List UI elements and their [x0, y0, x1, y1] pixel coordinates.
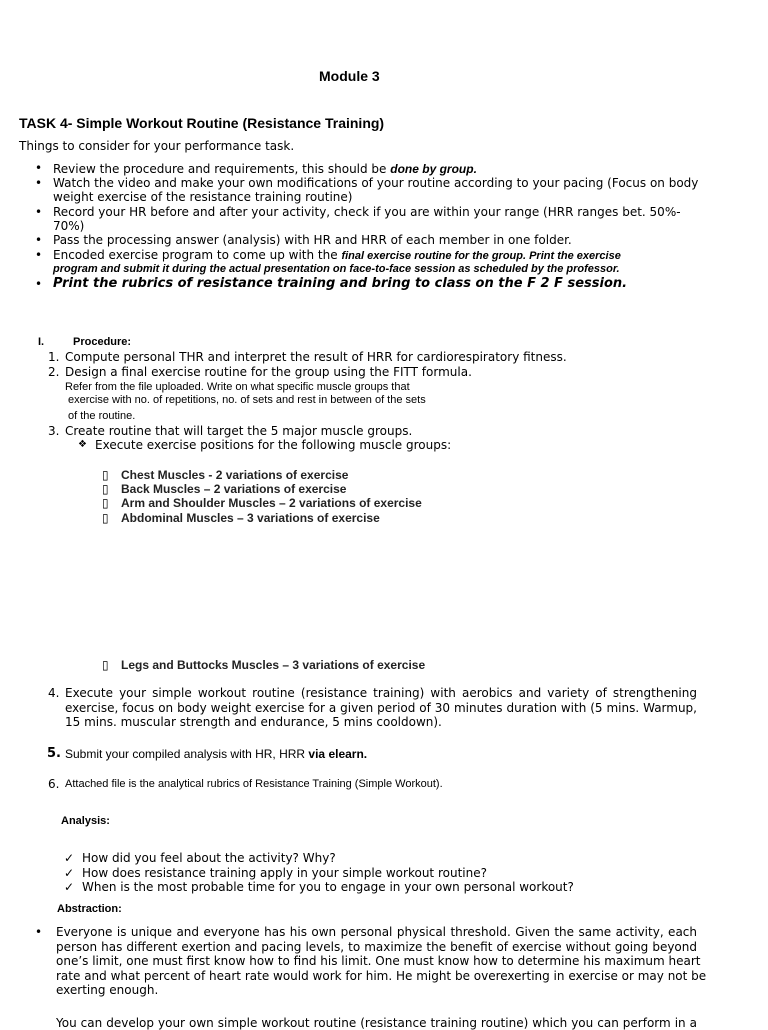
step-2-note-line2: exercise with no. of repetitions, no. of sets and rest in between of the sets — [68, 394, 426, 406]
step-number: 5. — [47, 746, 61, 761]
muscle-group-item: Arm and Shoulder Muscles – 2 variations of exercise — [121, 496, 422, 510]
box-bullet-icon: ▯ — [102, 496, 109, 510]
consideration-5-line2: program and submit it during the actual presentation on face-to-face session as scheduled by the professor. — [53, 263, 620, 275]
analysis-question: How does resistance training apply in your simple workout routine? — [82, 866, 487, 880]
intro-text: Things to consider for your performance task. — [19, 139, 295, 153]
muscle-group-item: Abdominal Muscles – 3 variations of exercise — [121, 511, 380, 525]
check-icon: ✓ — [64, 851, 75, 865]
bullet: • — [35, 233, 43, 247]
consideration-2-line2: weight exercise of the resistance training routine) — [53, 190, 353, 204]
abstraction-para1-line2: person has different exertion and pacing levels, to maximize the benefit of exercise without going beyond — [56, 940, 697, 954]
step-1: Compute personal THR and interpret the result of HRR for cardiorespiratory fitness. — [65, 350, 567, 364]
check-icon: ✓ — [64, 866, 75, 880]
consideration-1 — [53, 162, 477, 176]
step-6: Attached file is the analytical rubrics of Resistance Training (Simple Workout). — [65, 778, 443, 790]
step-2-note-line3: of the routine. — [68, 410, 136, 422]
module-title: Module 3 — [319, 68, 380, 84]
box-bullet-icon: ▯ — [102, 658, 109, 672]
step-5-text: Submit your compiled analysis with HR, HRR — [65, 747, 309, 761]
abstraction-para1-line4: rate and what percent of heart rate would work for him. He might be overexerting in exercise or may not be — [56, 969, 707, 983]
step-number: 6. — [48, 777, 60, 791]
step-3-sub: Execute exercise positions for the following muscle groups: — [95, 438, 452, 452]
consideration-3-line1: Record your HR before and after your activity, check if you are within your range (HRR ranges bet. 50%- — [53, 205, 681, 219]
step-5 — [65, 747, 367, 761]
step-3: Create routine that will target the 5 major muscle groups. — [65, 424, 413, 438]
abstraction-heading: Abstraction: — [57, 903, 122, 915]
muscle-group-item: Legs and Buttocks Muscles – 3 variations of exercise — [121, 658, 426, 672]
step-4-line2: exercise, focus on body weight exercise for a given period of 30 minutes duration with (5 mins. Warmup, — [65, 701, 697, 715]
box-bullet-icon: ▯ — [102, 482, 109, 496]
consideration-1-emphasis: done by group. — [390, 162, 477, 176]
bullet: • — [35, 277, 43, 291]
diamond-bullet-icon: ❖ — [78, 439, 87, 450]
consideration-4: Pass the processing answer (analysis) with HR and HRR of each member in one folder. — [53, 233, 572, 247]
bullet: • — [35, 176, 43, 190]
check-icon: ✓ — [64, 880, 75, 894]
box-bullet-icon: ▯ — [102, 468, 109, 482]
bullet: • — [35, 205, 43, 219]
task-title: TASK 4- Simple Workout Routine (Resistance Training) — [19, 115, 385, 131]
step-number: 4. — [48, 686, 60, 700]
step-number: 2. — [48, 365, 60, 379]
muscle-group-item: Back Muscles – 2 variations of exercise — [121, 482, 347, 496]
bullet: • — [35, 925, 43, 939]
consideration-1-text: Review the procedure and requirements, this should be — [53, 162, 391, 176]
muscle-group-item: Chest Muscles - 2 variations of exercise — [121, 468, 349, 482]
consideration-5-line1 — [53, 248, 621, 262]
bullet: • — [35, 248, 43, 262]
step-number: 1. — [48, 350, 60, 364]
analysis-question: When is the most probable time for you to engage in your own personal workout? — [82, 880, 574, 894]
step-4-line3: 15 mins. muscular strength and endurance, 5 mins cooldown). — [65, 715, 442, 729]
abstraction-para1-line5: exerting enough. — [56, 983, 159, 997]
abstraction-para1-line3: one’s limit, one must first know how to find his limit. One must know how to determine his maximum heart — [56, 954, 701, 968]
procedure-numeral: I. — [38, 336, 45, 348]
step-5-bold: via elearn. — [308, 747, 368, 761]
step-2: Design a final exercise routine for the group using the FITT formula. — [65, 365, 472, 379]
abstraction-para2-partial: You can develop your own simple workout routine (resistance training routine) which you can perform in a — [56, 1016, 697, 1030]
procedure-heading: Procedure: — [73, 336, 132, 348]
analysis-question: How did you feel about the activity? Why? — [82, 851, 336, 865]
abstraction-para1-line1: Everyone is unique and everyone has his own personal physical threshold. Given the same activity, each — [56, 925, 697, 939]
step-number: 3. — [48, 424, 60, 438]
consideration-2-line1: Watch the video and make your own modifications of your routine according to your pacing (Focus on body — [53, 176, 699, 190]
box-bullet-icon: ▯ — [102, 511, 109, 525]
step-4-line1: Execute your simple workout routine (resistance training) with aerobics and variety of strengthening — [65, 686, 697, 700]
analysis-heading: Analysis: — [61, 815, 110, 827]
consideration-3-line2: 70%) — [53, 219, 85, 233]
consideration-6: Print the rubrics of resistance training and bring to class on the F 2 F session. — [53, 276, 628, 291]
consideration-5-emphasis: final exercise routine for the group. Print the exercise — [341, 250, 621, 262]
bullet: • — [35, 161, 43, 175]
consideration-5-text: Encoded exercise program to come up with the — [53, 248, 342, 262]
step-2-note-line1: Refer from the file uploaded. Write on what specific muscle groups that — [65, 381, 410, 393]
